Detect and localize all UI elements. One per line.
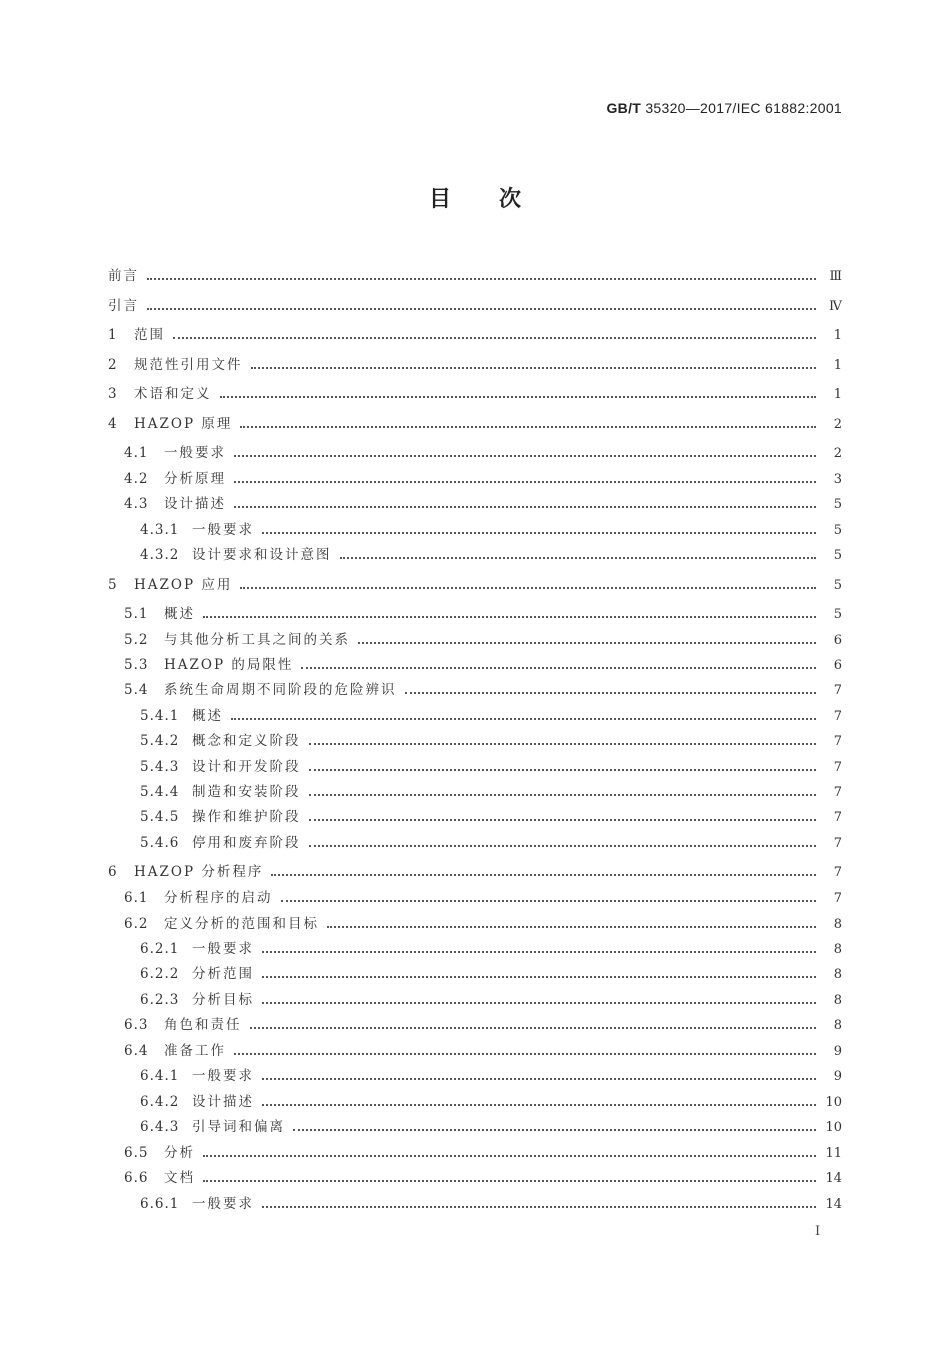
toc-leader-dots (340, 556, 817, 559)
toc-entry-number: 6.6.1 (140, 1196, 180, 1212)
toc-entry-number: 6.2 (124, 916, 149, 932)
toc-entry[interactable] (0, 860, 950, 880)
toc-leader-dots (309, 742, 817, 745)
toc-entry-page: 1 (833, 387, 842, 402)
toc-entry[interactable] (0, 518, 950, 538)
toc-entry[interactable] (0, 729, 950, 749)
toc-entry[interactable] (0, 467, 950, 487)
toc-title (0, 182, 950, 213)
toc-leader-dots (203, 615, 816, 618)
toc-entry-number: 6.4.3 (140, 1119, 180, 1135)
toc-entry-number: 5.4 (124, 682, 149, 698)
toc-entry[interactable] (0, 962, 950, 982)
toc-entry[interactable] (0, 412, 950, 432)
toc-leader-dots (262, 1077, 816, 1080)
toc-entry[interactable] (0, 653, 950, 673)
toc-entry-page: 7 (833, 683, 842, 698)
toc-entry-number: 2 (108, 357, 118, 373)
toc-entry-page: 7 (833, 810, 842, 825)
toc-entry-page: 9 (833, 1044, 842, 1059)
toc-entry-number: 6.1 (124, 890, 149, 906)
toc-leader-dots (234, 505, 816, 508)
toc-entry-label: 概述 (192, 708, 223, 724)
toc-entry-number: 4.3.2 (140, 547, 180, 563)
toc-entry-label: 引导词和偏离 (192, 1119, 285, 1135)
toc-entry-label: HAZOP 的局限性 (164, 657, 294, 673)
toc-entry-number: 6.2.3 (140, 992, 180, 1008)
toc-entry-number: 5.4.3 (140, 759, 180, 775)
toc-leader-dots (262, 1103, 816, 1106)
toc-entry-number: 1 (108, 327, 118, 343)
toc-entry-page: 5 (833, 607, 842, 622)
toc-leader-dots (220, 395, 817, 398)
toc-entry-number: 4.2 (124, 471, 149, 487)
toc-leader-dots (358, 641, 816, 644)
toc-entry[interactable] (0, 382, 950, 402)
toc-entry-page: 5 (833, 578, 842, 593)
toc-leader-dots (234, 480, 816, 483)
toc-entry-label: 术语和定义 (134, 386, 212, 402)
toc-entry[interactable] (0, 628, 950, 648)
toc-entry-number: 6.4.2 (140, 1094, 180, 1110)
toc-entry[interactable] (0, 1039, 950, 1059)
toc-entry-label: 分析程序的启动 (164, 890, 273, 906)
toc-entry-number: 5.4.4 (140, 784, 180, 800)
toc-entry-page: 7 (833, 760, 842, 775)
toc-leader-dots (251, 366, 817, 369)
toc-entry[interactable] (0, 678, 950, 698)
toc-entry[interactable] (0, 602, 950, 622)
toc-entry-page: 10 (825, 1120, 842, 1135)
toc-entry[interactable] (0, 441, 950, 461)
toc-entry[interactable] (0, 755, 950, 775)
toc-entry-label: 与其他分析工具之间的关系 (164, 632, 350, 648)
toc-entry-number: 4.3.1 (140, 522, 180, 538)
toc-entry-page: 8 (833, 967, 842, 982)
toc-entry-number: 5.4.6 (140, 835, 180, 851)
toc-entry-label: 概述 (164, 606, 195, 622)
toc-entry-page: 8 (833, 917, 842, 932)
toc-entry-page: 1 (833, 358, 842, 373)
toc-entry[interactable] (0, 1192, 950, 1212)
toc-entry[interactable] (0, 1013, 950, 1033)
toc-leader-dots (147, 307, 816, 310)
toc-entry-page: 7 (833, 785, 842, 800)
toc-entry-page: 2 (833, 446, 842, 461)
toc-entry[interactable] (0, 1141, 950, 1161)
toc-entry-page: 3 (833, 472, 842, 487)
toc-entry[interactable] (0, 1115, 950, 1135)
toc-entry[interactable] (0, 704, 950, 724)
toc-title-char-1: 目 (428, 187, 451, 212)
toc-leader-dots (281, 899, 817, 902)
toc-entry-page: 11 (825, 1146, 842, 1161)
toc-entry-label: 范围 (134, 327, 165, 343)
toc-entry-page: 7 (833, 891, 842, 906)
toc-entry-number: 5.3 (124, 657, 149, 673)
toc-entry-number: 6.4.1 (140, 1068, 180, 1084)
toc-entry-label: 分析原理 (164, 471, 226, 487)
toc-entry-label: 一般要求 (164, 445, 226, 461)
toc-leader-dots (203, 1179, 816, 1182)
toc-entry-page: 7 (833, 734, 842, 749)
toc-leader-dots (301, 666, 816, 669)
toc-leader-dots (262, 1205, 816, 1208)
toc-entry-label: 一般要求 (192, 522, 254, 538)
toc-entry-page: 14 (825, 1197, 842, 1212)
toc-entry-label: 系统生命周期不同阶段的危险辨识 (164, 682, 397, 698)
toc-entry[interactable] (0, 988, 950, 1008)
toc-leader-dots (262, 531, 816, 534)
toc-entry-page: 6 (833, 633, 842, 648)
toc-entry[interactable] (0, 1166, 950, 1186)
toc-entry-number: 6.4 (124, 1043, 149, 1059)
toc-leader-dots (327, 925, 816, 928)
toc-entry-label: 分析 (164, 1145, 195, 1161)
toc-entry[interactable] (0, 323, 950, 343)
toc-entry-label: 准备工作 (164, 1043, 226, 1059)
toc-entry-page: 5 (833, 497, 842, 512)
toc-entry-number: 5.4.5 (140, 809, 180, 825)
toc-entry-label: HAZOP 原理 (134, 416, 233, 432)
toc-entry-page: 8 (833, 993, 842, 1008)
toc-entry-label: 规范性引用文件 (134, 357, 243, 373)
toc-entry-page: 5 (833, 548, 842, 563)
toc-entry-label: 设计和开发阶段 (192, 759, 301, 775)
toc-entry-page: 6 (833, 658, 842, 673)
toc-entry-label: 概念和定义阶段 (192, 733, 301, 749)
toc-entry-number: 5.4.2 (140, 733, 180, 749)
toc-entry-page: 2 (833, 417, 842, 432)
toc-entry-number: 6.2.1 (140, 941, 180, 957)
toc-entry-number: 3 (108, 386, 118, 402)
toc-leader-dots (405, 691, 817, 694)
toc-entry[interactable] (0, 1090, 950, 1110)
toc-entry-number: 5.4.1 (140, 708, 180, 724)
toc-entry[interactable] (0, 294, 950, 314)
page-number: I (815, 1224, 821, 1239)
toc-leader-dots (234, 1052, 816, 1055)
toc-leader-dots (262, 950, 816, 953)
toc-entry[interactable] (0, 886, 950, 906)
toc-entry-label: 一般要求 (192, 1196, 254, 1212)
toc-leader-dots (293, 1128, 816, 1131)
toc-entry[interactable] (0, 780, 950, 800)
toc-entry-label: 一般要求 (192, 1068, 254, 1084)
toc-title-char-2: 次 (499, 187, 522, 212)
toc-entry[interactable] (0, 573, 950, 593)
toc-entry-label: 一般要求 (192, 941, 254, 957)
toc-entry-label: 制造和安装阶段 (192, 784, 301, 800)
toc-entry-label: 引言 (108, 298, 139, 314)
standard-code-prefix: GB/T (606, 100, 642, 116)
toc-entry[interactable] (0, 543, 950, 563)
standard-code-header (606, 100, 842, 116)
toc-entry[interactable] (0, 805, 950, 825)
toc-entry-number: 6.3 (124, 1017, 149, 1033)
toc-entry-label: HAZOP 分析程序 (134, 864, 264, 880)
toc-entry-page: 7 (833, 836, 842, 851)
toc-leader-dots (309, 818, 817, 821)
toc-entry-page: 8 (833, 1018, 842, 1033)
toc-leader-dots (309, 844, 817, 847)
toc-entry-number: 4.1 (124, 445, 149, 461)
toc-entry-page: 14 (825, 1171, 842, 1186)
toc-leader-dots (231, 717, 816, 720)
toc-entry-label: 分析目标 (192, 992, 254, 1008)
toc-leader-dots (309, 768, 817, 771)
toc-entry-number: 6.6 (124, 1170, 149, 1186)
toc-entry-page: Ⅳ (829, 299, 842, 314)
toc-leader-dots (250, 1026, 817, 1029)
toc-leader-dots (240, 425, 816, 428)
toc-entry-number: 5.2 (124, 632, 149, 648)
toc-entry-page: 8 (833, 942, 842, 957)
toc-entry-number: 5 (108, 577, 118, 593)
toc-entry-number: 4.3 (124, 496, 149, 512)
toc-entry-label: 定义分析的范围和目标 (164, 916, 319, 932)
toc-leader-dots (234, 454, 816, 457)
toc-entry[interactable] (0, 492, 950, 512)
toc-entry-page: 1 (833, 328, 842, 343)
toc-leader-dots (240, 586, 816, 589)
toc-entry-label: 设计描述 (192, 1094, 254, 1110)
toc-leader-dots (173, 336, 816, 339)
toc-entry[interactable] (0, 831, 950, 851)
standard-code-number: 35320—2017/IEC 61882:2001 (641, 100, 842, 116)
toc-entry-label: 设计描述 (164, 496, 226, 512)
toc-entry[interactable] (0, 353, 950, 373)
toc-entry-label: HAZOP 应用 (134, 577, 233, 593)
toc-leader-dots (147, 277, 816, 280)
toc-entry-label: 停用和废弃阶段 (192, 835, 301, 851)
toc-leader-dots (271, 873, 816, 876)
toc-leader-dots (262, 975, 816, 978)
toc-entry-label: 文档 (164, 1170, 195, 1186)
toc-entry-page: 5 (833, 523, 842, 538)
toc-entry-label: 分析范围 (192, 966, 254, 982)
toc-entry[interactable] (0, 264, 950, 284)
toc-entry-number: 6.2.2 (140, 966, 180, 982)
toc-entry[interactable] (0, 912, 950, 932)
toc-entry-number: 5.1 (124, 606, 149, 622)
toc-entry-number: 6 (108, 864, 118, 880)
toc-entry-label: 设计要求和设计意图 (192, 547, 332, 563)
toc-entry[interactable] (0, 937, 950, 957)
toc-leader-dots (309, 793, 817, 796)
toc-entry-page: 7 (833, 709, 842, 724)
toc-entry[interactable] (0, 1064, 950, 1084)
toc-entry-page: 7 (833, 865, 842, 880)
toc-entry-number: 6.5 (124, 1145, 149, 1161)
toc-leader-dots (262, 1001, 816, 1004)
toc-leader-dots (203, 1154, 816, 1157)
toc-entry-page: Ⅲ (829, 269, 842, 284)
toc-entry-label: 角色和责任 (164, 1017, 242, 1033)
toc-entry-label: 操作和维护阶段 (192, 809, 301, 825)
toc-entry-page: 9 (833, 1069, 842, 1084)
toc-entry-number: 4 (108, 416, 118, 432)
toc-entry-page: 10 (825, 1095, 842, 1110)
toc-entry-label: 前言 (108, 268, 139, 284)
